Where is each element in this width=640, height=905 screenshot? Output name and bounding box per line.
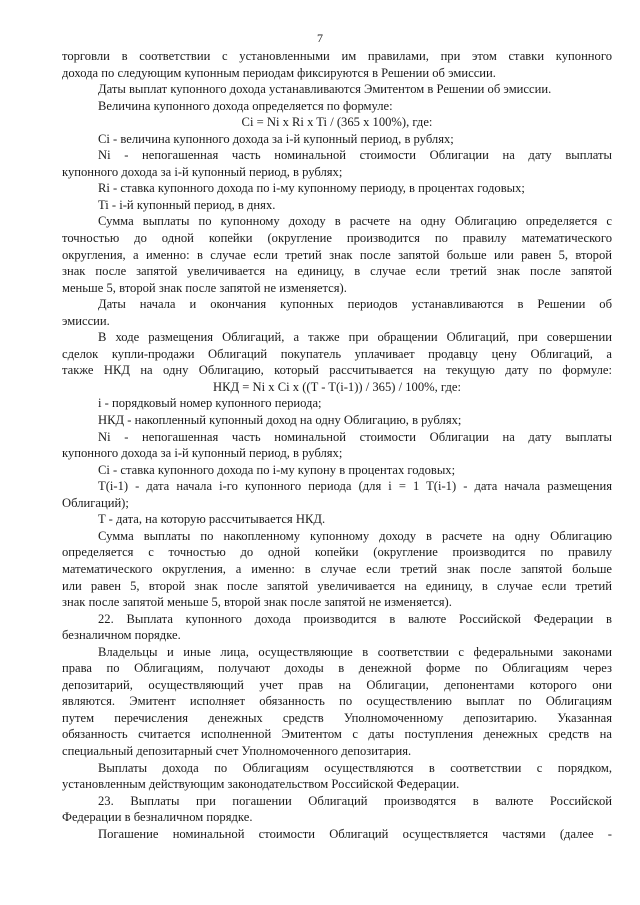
text-line: Выплаты дохода по Облигациям осуществляются в соответствии с порядком,: [98, 760, 612, 775]
text-line: права по Облигациям, получают доходы в денежной форме по Облигациям через: [62, 661, 612, 676]
text-line: НКД - накопленный купонный доход на одну Облигацию, в рублях;: [98, 413, 462, 428]
text-line: эмиссии.: [62, 313, 110, 328]
text-line: депозитарий, осуществляющий учет прав на Облигации, депонентами которого они: [62, 677, 612, 692]
text-line: торговли в соответствии с установленными им правилами, при этом ставки купонного: [62, 49, 612, 63]
text-line: Ci - величина купонного дохода за i-й купонный период, в рублях;: [98, 131, 454, 146]
text-line: обязанность считается исполненной Эмитентом с даты поступления денежных средств на: [62, 727, 612, 742]
text-line: купонного дохода за i-й купонный период, в рублях;: [62, 164, 343, 179]
text-line: купонного дохода за i-й купонный период, в рублях;: [62, 446, 343, 461]
text-line: путем перечисления денежных средств Уполномоченному депозитарию. Указанная: [62, 710, 612, 725]
text-line: специальный депозитарный счет Уполномоченного депозитария.: [62, 743, 412, 758]
text-line: Ni - непогашенная часть номинальной стоимости Облигации на дату выплаты: [98, 429, 612, 444]
text-line: или равен 5, второй знак после запятой увеличивается на единицу, в случае если третий: [62, 578, 612, 593]
text-line: Даты начала и окончания купонных периодов устанавливаются в Решении об: [98, 297, 612, 312]
text-line: Ni - непогашенная часть номинальной стоимости Облигации на дату выплаты: [98, 148, 612, 163]
text-line: Сумма выплаты по купонному доходу в расчете на одну Облигацию определяется с: [98, 214, 612, 229]
text-line: знак после запятой меньше 5, второй знак после запятой не изменяется).: [62, 595, 452, 610]
text-line: безналичном порядке.: [62, 628, 181, 643]
text-line: меньше 5, второй знак после запятой не изменяется).: [62, 280, 347, 295]
text-line: Ti - i-й купонный период, в днях.: [98, 197, 276, 212]
text-line: Величина купонного дохода определяется по формуле:: [98, 98, 393, 113]
text-line: T - дата, на которую рассчитывается НКД.: [98, 512, 326, 527]
text-line: математического округления, а именно: в случае если третий знак после запятой больше: [62, 561, 612, 576]
text-line: i - порядковый номер купонного периода;: [98, 396, 322, 411]
text-line: Погашение номинальной стоимости Облигаций осуществляется частями (далее -: [98, 826, 612, 841]
text-line: являются. Эмитент исполняет обязанность по осуществлению выплат по Облигациям: [62, 694, 612, 709]
text-line: точностью до одной копейки (округление производится по правилу математического: [62, 231, 612, 246]
text-line: НКД = Ni x Ci x ((T - T(i-1)) / 365) / 100%, где:: [213, 379, 461, 394]
text-line: 23. Выплаты при погашении Облигаций производятся в валюте Российской: [98, 793, 612, 808]
text-line: Ci - ставка купонного дохода по i-му купону в процентах годовых;: [98, 462, 456, 477]
text-line: также НКД на одну Облигацию, который рассчитывается на текущую дату по формуле:: [62, 363, 612, 378]
text-line: Владельцы и иные лица, осуществляющие в соответствии с федеральными законами: [98, 644, 612, 659]
document-body: [62, 48, 612, 842]
text-line: T(i-1) - дата начала i-го купонного периода (для i = 1 T(i-1) - дата начала размещения: [98, 479, 612, 494]
text-line: 22. Выплата купонного дохода производится в валюте Российской Федерации в: [98, 611, 612, 626]
text-line: В ходе размещения Облигаций, а также при обращении Облигаций, при совершении: [98, 330, 612, 345]
text-line: дохода по следующим купонным периодам фиксируются в Решении об эмиссии.: [62, 65, 496, 80]
text-line: Ci = Ni x Ri x Ti / (365 x 100%), где:: [241, 115, 433, 130]
text-line: Даты выплат купонного дохода устанавливаются Эмитентом в Решении об эмиссии.: [98, 82, 552, 97]
text-line: Федерации в безналичном порядке.: [62, 810, 253, 825]
text-line: сделок купли-продажи Облигаций покупатель уплачивает продавцу цену Облигаций, а: [62, 346, 612, 361]
text-line: Ri - ставка купонного дохода по i-му купонному периоду, в процентах годовых;: [98, 181, 525, 196]
page-number: 7: [317, 31, 323, 45]
text-line: знак после запятой увеличивается на единицу, в случае если третий знак после запятой: [62, 264, 612, 279]
text-line: округления, а именно: в случае если третий знак после запятой больше или равен 5, второй: [62, 247, 612, 262]
text-line: Облигаций);: [62, 495, 129, 510]
text-line: Сумма выплаты по накопленному купонному доходу в расчете на одну Облигацию: [98, 528, 612, 543]
text-line: установленным действующим законодательством Российской Федерации.: [62, 777, 460, 792]
text-line: определяется с точностью до одной копейки (округление производится по правилу: [62, 545, 612, 560]
